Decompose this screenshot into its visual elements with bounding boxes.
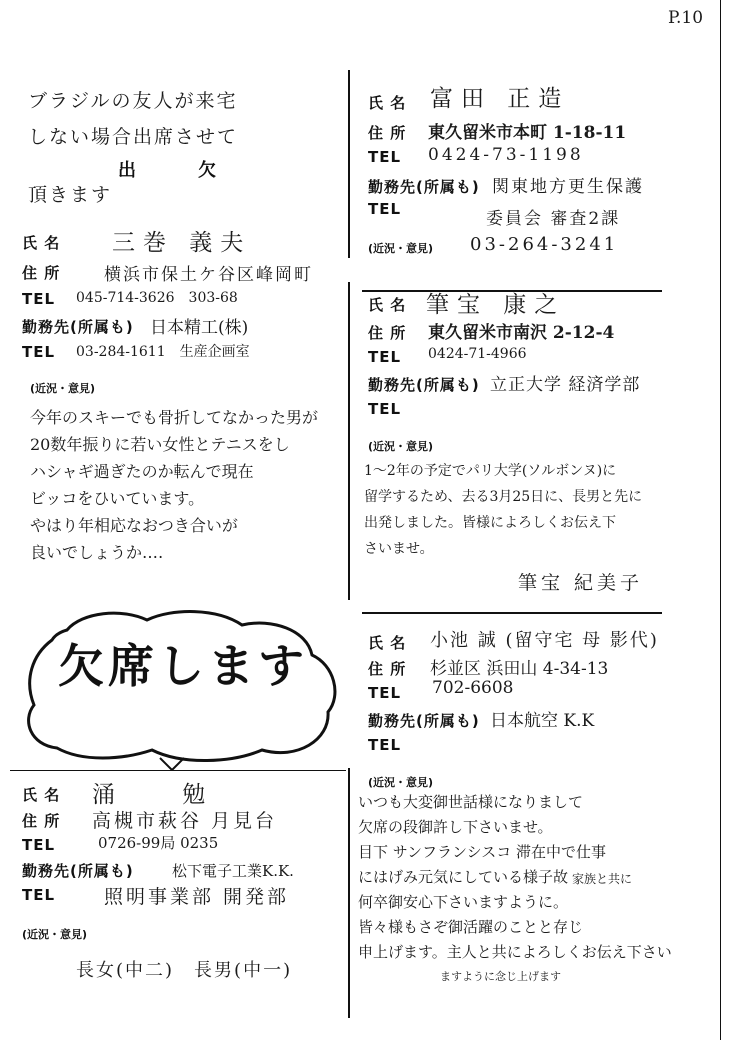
address-label: 住 所 [368,660,407,678]
name-value: 小池 誠 (留守宅 母 影代) [430,630,659,651]
remarks-text [364,458,642,562]
signature: 筆宝 紀美子 [518,572,644,594]
remarks-line: いつも大変御世話様になりまして [358,793,584,811]
remarks-line: さいませ。 [364,541,434,557]
name-value: 涌 勉 [92,782,236,808]
tel-value: 0424-71-4966 [428,346,527,362]
employer-tel-value: 03-284-1611 生産企画室 [76,344,250,360]
employer-tel-label: TEL [368,736,402,754]
address-value: 東久留米市本町 1-18-11 [428,123,627,143]
remarks-line: 1〜2年の予定でパリ大学(ソルボンヌ)に [364,463,617,479]
remarks-line: 何卒御安心下さいますように。 [358,893,569,911]
tel-label: TEL [368,684,402,702]
tel-value: 0424-73-1198 [428,145,584,165]
remarks-text: 長女(中二) 長男(中一) [76,960,293,981]
intro-line-1: ブラジルの友人が来宅 [28,90,238,112]
section-divider [362,612,662,614]
remarks-line: にはげみ元気にしている様子故 [358,868,569,886]
employer-label: 勤務先(所属も) [368,376,480,394]
remarks-label: (近況・意見) [22,928,88,941]
address-label: 住 所 [368,124,407,142]
tel-label: TEL [22,290,56,308]
tel-label: TEL [22,836,56,854]
address-value: 横浜市保土ケ谷区峰岡町 [104,265,313,285]
tel-value: 702-6608 [432,678,514,698]
remarks-line: 皆々様もさぞ御活躍のことと存じ [358,918,584,936]
remarks-label: (近況・意見) [368,776,434,789]
column-divider [348,282,350,600]
section-divider [10,770,346,771]
employer-value-line-2: 委員会 審査2課 [486,209,621,229]
employer-tel-label: TEL [22,343,56,361]
address-value: 高槻市萩谷 月見台 [92,810,278,832]
remarks-label: (近況・意見) [368,242,434,255]
remarks-line: 今年のスキーでも骨折してなかった男が [30,408,319,427]
employer-label: 勤務先(所属も) [22,318,134,336]
remarks-line: ハシャギ過ぎたのか転んで現在 [30,462,254,481]
page-number: P.10 [668,8,704,28]
employer-label: 勤務先(所属も) [368,178,480,196]
name-label: 氏 名 [22,234,61,252]
employer-label: 勤務先(所属も) [368,712,480,730]
column-divider [348,768,350,1018]
employer-tel-label: TEL [368,200,402,218]
address-label: 住 所 [22,264,61,282]
address-value: 杉並区 浜田山 4-34-13 [430,659,609,679]
employer-value: 日本航空 K.K [490,711,595,731]
name-label: 氏 名 [22,786,61,804]
employer-value: 日本精工(株) [150,318,249,338]
remarks-text [30,404,318,566]
remarks-line: ビッコをひいています。 [30,489,205,508]
employer-value: 関東地方更生保護 [492,177,644,197]
remarks-line: 目下 サンフランシスコ 滞在中で仕事 [358,843,606,861]
remarks-line: 出発しました。皆様によろしくお伝え下 [364,515,616,531]
address-value: 東久留米市南沢 2-12-4 [428,323,615,343]
remarks-line: 申上げます。主人と共によろしくお伝え下さい [358,943,672,961]
address-label: 住 所 [368,324,407,342]
name-label: 氏 名 [368,94,407,112]
employer-tel-value: 03-264-3241 [470,234,619,255]
name-value: 富田 正造 [430,86,570,112]
column-divider [348,70,350,258]
attendance-word: 出 欠 [118,160,238,181]
remarks-line: 良いでしょうか‥‥ [30,543,164,562]
name-value: 三巻 義夫 [112,230,252,256]
remarks-line: 欠席の段御許し下さいませ。 [358,818,553,836]
remarks-label: (近況・意見) [368,440,434,453]
employer-value: 立正大学 経済学部 [490,375,641,395]
employer-tel-value: 照明事業部 開発部 [104,886,290,908]
absent-banner-text: 欠席します [58,639,308,693]
address-label: 住 所 [22,812,61,830]
insert-note: 家族と共に [572,872,633,886]
remarks-line: やはり年相応なおつき合いが [30,516,238,535]
employer-label: 勤務先(所属も) [22,862,134,880]
tel-value: 045-714-3626 303-68 [76,290,238,306]
employer-value: 松下電子工業K.K. [172,862,294,880]
remarks-line: 20数年振りに若い女性とテニスをし [30,435,290,454]
tel-label: TEL [368,348,402,366]
bottom-note: ますように念じ上げます [440,970,561,983]
tel-value: 0726-99局 0235 [98,834,219,852]
remarks-label: (近況・意見) [30,382,96,395]
column-divider [720,0,721,1040]
name-label: 氏 名 [368,634,407,652]
intro-line-2: しない場合出席させて [28,126,239,148]
tel-label: TEL [368,148,402,166]
intro-line-3: 頂きます [28,184,113,206]
employer-tel-label: TEL [368,400,402,418]
employer-tel-label: TEL [22,886,56,904]
name-value: 筆宝 康之 [426,292,566,318]
name-label: 氏 名 [368,296,407,314]
remarks-line: 留学するため、去る3月25日に、長男と先に [364,489,643,505]
